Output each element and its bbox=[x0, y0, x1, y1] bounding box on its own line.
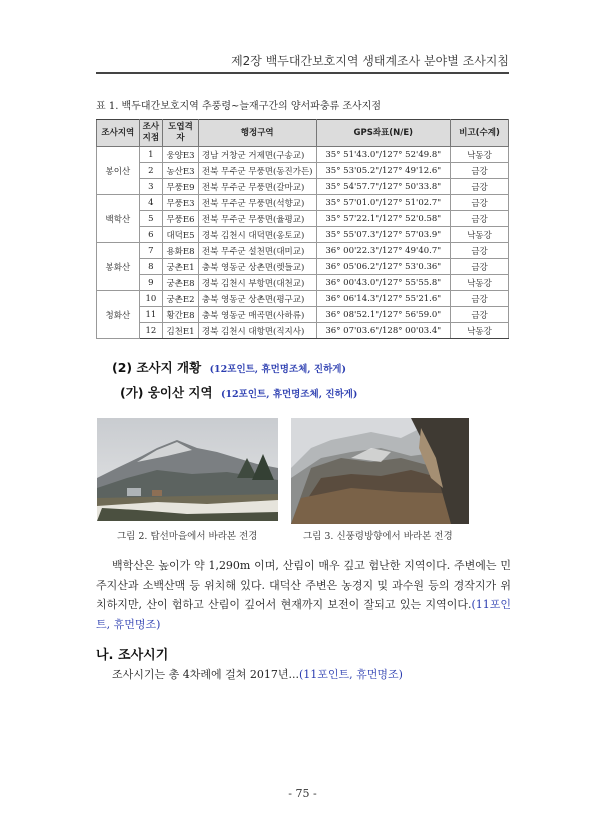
photo-village-view bbox=[97, 418, 278, 521]
cell-admin: 전북 무주군 무풍면(동진가든) bbox=[198, 163, 316, 179]
cell-gps: 35° 57'01.0"/127° 51'02.7" bbox=[316, 195, 451, 211]
cell-remark: 금강 bbox=[451, 307, 509, 323]
section-heading-na: 나. 조사시기 bbox=[96, 648, 169, 663]
table-row bbox=[97, 163, 509, 179]
section-heading-2-title: (2) 조사지 개황 bbox=[112, 360, 202, 375]
cell-remark: 금강 bbox=[451, 259, 509, 275]
photo-village-view-image bbox=[97, 418, 278, 521]
section-heading-2a bbox=[120, 383, 357, 401]
cell-point: 3 bbox=[139, 179, 162, 195]
page-number: - 75 - bbox=[288, 787, 317, 800]
cell-gps: 35° 57'22.1"/127° 52'0.58" bbox=[316, 211, 451, 227]
section-heading-2a-title: (가) 웅이산 지역 bbox=[120, 385, 213, 400]
cell-region: 봉이산 bbox=[97, 147, 140, 195]
cell-point: 4 bbox=[139, 195, 162, 211]
cell-remark: 낙동강 bbox=[451, 147, 509, 163]
cell-admin: 경북 김천시 대항면(직지사) bbox=[198, 323, 316, 339]
header-rule bbox=[96, 72, 509, 74]
cell-admin: 충북 영동군 상촌면(렛들교) bbox=[198, 259, 316, 275]
cell-gps: 36° 06'14.3"/127° 55'21.6" bbox=[316, 291, 451, 307]
cell-map: 궁촌E1 bbox=[163, 259, 199, 275]
cell-map: 대덕E5 bbox=[163, 227, 199, 243]
cell-remark: 금강 bbox=[451, 291, 509, 307]
cell-point: 11 bbox=[139, 307, 162, 323]
cell-gps: 36° 05'06.2"/127° 53'0.36" bbox=[316, 259, 451, 275]
cell-map: 무풍E3 bbox=[163, 195, 199, 211]
cell-point: 7 bbox=[139, 243, 162, 259]
cell-admin: 경북 김천시 대덕면(옹토교) bbox=[198, 227, 316, 243]
header-gps: GPS좌표(N/E) bbox=[316, 120, 451, 147]
header-map: 도엽격자 bbox=[163, 120, 199, 147]
table-row bbox=[97, 323, 509, 339]
header-remark: 비고(수계) bbox=[451, 120, 509, 147]
section-heading-2a-note: (12포인트, 휴먼명조체, 진하게) bbox=[220, 389, 358, 400]
cell-point: 10 bbox=[139, 291, 162, 307]
table-row bbox=[97, 307, 509, 323]
cell-region: 봉화산 bbox=[97, 243, 140, 291]
cell-remark: 낙동강 bbox=[451, 227, 509, 243]
cell-gps: 35° 54'57.7"/127° 50'33.8" bbox=[316, 179, 451, 195]
body-paragraph-2-text: 조사시기는 총 4차례에 걸쳐 2017년... bbox=[112, 668, 299, 681]
table-row bbox=[97, 259, 509, 275]
cell-map: 무풍E6 bbox=[163, 211, 199, 227]
table-row bbox=[97, 291, 509, 307]
body-paragraph-2-note: (11포인트, 휴먼명조) bbox=[298, 668, 403, 681]
cell-gps: 36° 07'03.6"/128° 00'03.4" bbox=[316, 323, 451, 339]
cell-point: 12 bbox=[139, 323, 162, 339]
body-paragraph-1-note: (11포인트, 휴먼명조) bbox=[96, 598, 511, 631]
cell-remark: 금강 bbox=[451, 179, 509, 195]
table-row bbox=[97, 275, 509, 291]
cell-point: 9 bbox=[139, 275, 162, 291]
cell-gps: 36° 08'52.1"/127° 56'59.0" bbox=[316, 307, 451, 323]
cell-remark: 금강 bbox=[451, 211, 509, 227]
cell-admin: 경북 김천시 부항면(대천교) bbox=[198, 275, 316, 291]
body-paragraph-2 bbox=[112, 666, 403, 682]
cell-admin: 전북 무주군 무풍면(갈마교) bbox=[198, 179, 316, 195]
cell-point: 6 bbox=[139, 227, 162, 243]
cell-remark: 낙동강 bbox=[451, 323, 509, 339]
header-admin: 행정구역 bbox=[198, 120, 316, 147]
cell-gps: 36° 00'22.3"/127° 49'40.7" bbox=[316, 243, 451, 259]
figure-2-caption: 그림 2. 탑선마을에서 바라본 전경 bbox=[117, 531, 258, 542]
cell-map: 황간E8 bbox=[163, 307, 199, 323]
cell-remark: 금강 bbox=[451, 163, 509, 179]
cell-map: 농산E3 bbox=[163, 163, 199, 179]
cell-admin: 충북 영동군 매곡면(사하류) bbox=[198, 307, 316, 323]
table-row bbox=[97, 211, 509, 227]
table-row bbox=[97, 195, 509, 211]
cell-admin: 전북 무주군 무풍면(석향교) bbox=[198, 195, 316, 211]
cell-region: 백학산 bbox=[97, 195, 140, 243]
cell-point: 1 bbox=[139, 147, 162, 163]
survey-table bbox=[96, 119, 509, 339]
cell-remark: 금강 bbox=[451, 243, 509, 259]
cell-gps: 35° 53'05.2"/127° 49'12.6" bbox=[316, 163, 451, 179]
cell-gps: 35° 55'07.3"/127° 57'03.9" bbox=[316, 227, 451, 243]
body-paragraph-1 bbox=[96, 556, 511, 634]
cell-admin: 전북 무주군 무풍면(율평교) bbox=[198, 211, 316, 227]
cell-admin: 충북 영동군 상촌면(평구교) bbox=[198, 291, 316, 307]
cell-remark: 금강 bbox=[451, 195, 509, 211]
photo-pass-view-image bbox=[291, 418, 469, 524]
table-row bbox=[97, 243, 509, 259]
cell-admin: 경남 거창군 거제면(구송교) bbox=[198, 147, 316, 163]
cell-map: 무풍E9 bbox=[163, 179, 199, 195]
body-paragraph-1-text: 백학산은 높이가 약 1,290m 이며, 산림이 매우 깊고 험난한 지역이다. 주변에는 민주지산과 소백산맥 등 위치해 있다. 대덕산 주변은 농경지 및 과수원 등의 경작지가 위치하지만, 산이 험하고 산림이 깊어서 현재까지 보전이 잘되고 있는 지역이다. bbox=[96, 559, 511, 611]
photo-pass-view bbox=[291, 418, 469, 524]
table-row bbox=[97, 227, 509, 243]
table-row bbox=[97, 147, 509, 163]
cell-map: 용화E8 bbox=[163, 243, 199, 259]
cell-region: 청화산 bbox=[97, 291, 140, 339]
running-header: 제2장 백두대간보호지역 생태계조사 분야별 조사지침 bbox=[231, 54, 509, 68]
cell-point: 5 bbox=[139, 211, 162, 227]
table-body bbox=[97, 147, 509, 339]
table-row bbox=[97, 179, 509, 195]
cell-admin: 전북 무주군 설천면(대미교) bbox=[198, 243, 316, 259]
figure-3-caption: 그림 3. 신풍령방향에서 바라본 전경 bbox=[303, 531, 453, 542]
cell-map: 웅양E3 bbox=[163, 147, 199, 163]
table-caption: 표 1. 백두대간보호지역 추풍령~늘재구간의 양서파충류 조사지점 bbox=[96, 101, 381, 112]
header-region: 조사지역 bbox=[97, 120, 140, 147]
section-heading-2 bbox=[112, 358, 346, 376]
cell-map: 궁촌E2 bbox=[163, 291, 199, 307]
cell-gps: 36° 00'43.0"/127° 55'55.8" bbox=[316, 275, 451, 291]
cell-gps: 35° 51'43.0"/127° 52'49.8" bbox=[316, 147, 451, 163]
table-header-row bbox=[97, 120, 509, 147]
header-point: 조사지점 bbox=[139, 120, 162, 147]
cell-map: 김천E1 bbox=[163, 323, 199, 339]
cell-point: 8 bbox=[139, 259, 162, 275]
cell-point: 2 bbox=[139, 163, 162, 179]
section-heading-2-note: (12포인트, 휴먼명조체, 진하게) bbox=[209, 364, 346, 375]
cell-remark: 낙동강 bbox=[451, 275, 509, 291]
cell-map: 궁촌E8 bbox=[163, 275, 199, 291]
